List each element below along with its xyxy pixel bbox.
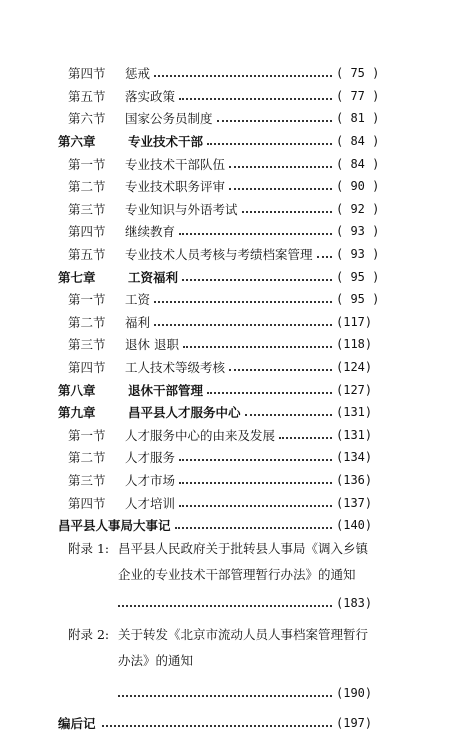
entry-title: 专业技术干部	[128, 134, 204, 150]
section-number: 第二节	[68, 314, 106, 330]
section-number: 第四节	[68, 224, 106, 240]
section-number: 第一节	[68, 156, 106, 172]
section-number: 第六节	[68, 111, 106, 127]
toc-entry	[0, 514, 450, 537]
entry-title: 工人技术等级考核	[125, 360, 226, 376]
entry-title: 国家公务员制度	[125, 111, 213, 127]
page-number: ( 92 )	[336, 201, 380, 216]
section-number: 第三节	[68, 337, 106, 353]
chapter-number: 第七章	[58, 269, 96, 285]
page-number: (140)	[336, 518, 373, 533]
page-number: (136)	[336, 472, 373, 487]
page-number: (131)	[336, 427, 373, 442]
entry-title: 工资福利	[128, 269, 179, 285]
appendix-label: 附录 2:	[68, 626, 110, 642]
section-number: 第三节	[68, 201, 106, 217]
page-number: (134)	[336, 450, 373, 465]
section-entry	[0, 220, 450, 243]
appendix-label: 附录 1:	[68, 540, 110, 556]
page-number: (190)	[336, 685, 373, 700]
page-number: ( 84 )	[336, 156, 380, 171]
section-entry	[0, 424, 450, 447]
page-number: (127)	[336, 382, 373, 397]
chapter-entry	[0, 130, 450, 153]
section-number: 第四节	[68, 360, 106, 376]
entry-title: 专业知识与外语考试	[125, 201, 238, 217]
section-number: 第五节	[68, 247, 106, 263]
page-number: ( 84 )	[336, 134, 380, 149]
afterword-entry	[0, 712, 450, 735]
dot-leader	[229, 166, 332, 168]
section-number: 第一节	[68, 292, 106, 308]
section-entry	[0, 62, 450, 85]
dot-leader	[179, 505, 332, 507]
entry-title: 昌平县人事局大事记	[58, 518, 171, 534]
dot-leader	[118, 695, 332, 697]
section-entry	[0, 85, 450, 108]
entry-title: 编后记	[58, 716, 96, 732]
section-entry	[0, 175, 450, 198]
section-entry	[0, 356, 450, 379]
appendix-title-line1: 关于转发《北京市流动人员人事档案管理暂行	[118, 626, 369, 642]
section-number: 第一节	[68, 427, 106, 443]
dot-leader	[229, 188, 332, 190]
section-number: 第四节	[68, 66, 106, 82]
page-number: (197)	[336, 716, 373, 731]
dot-leader	[175, 527, 332, 529]
section-entry	[0, 107, 450, 130]
section-entry	[0, 491, 450, 514]
entry-title: 专业技术干部队伍	[125, 156, 226, 172]
dot-leader	[217, 120, 332, 122]
page-number: (118)	[336, 337, 373, 352]
section-number: 第五节	[68, 88, 106, 104]
entry-title: 人才服务中心的由来及发展	[125, 427, 276, 443]
page-number: (131)	[336, 405, 373, 420]
entry-title: 退休 退职	[125, 337, 179, 353]
dot-leader	[179, 459, 332, 461]
dot-leader	[207, 392, 332, 394]
dot-leader	[179, 482, 332, 484]
appendix-title-line1: 昌平县人民政府关于批转县人事局《调入乡镇	[118, 540, 369, 556]
dot-leader	[118, 605, 332, 607]
dot-leader	[242, 211, 332, 213]
page-number: ( 81 )	[336, 111, 380, 126]
entry-title: 退休干部管理	[128, 382, 204, 398]
appendix-2	[0, 622, 450, 704]
entry-title: 落实政策	[125, 88, 176, 104]
entry-title: 福利	[125, 314, 151, 330]
dot-leader	[183, 346, 332, 348]
dot-leader	[154, 301, 332, 303]
page-number: (183)	[336, 595, 373, 610]
section-number: 第二节	[68, 179, 106, 195]
page-number: ( 77 )	[336, 88, 380, 103]
page-number: ( 93 )	[336, 224, 380, 239]
page-number: ( 75 )	[336, 66, 380, 81]
section-entry	[0, 288, 450, 311]
section-entry	[0, 152, 450, 175]
dot-leader	[245, 414, 332, 416]
page-number: ( 95 )	[336, 269, 380, 284]
section-number: 第二节	[68, 450, 106, 466]
chapter-entry	[0, 378, 450, 401]
page-number: ( 90 )	[336, 179, 380, 194]
chapter-number: 第六章	[58, 134, 96, 150]
entry-title: 人才服务	[125, 450, 176, 466]
entry-title: 专业技术人员考核与考绩档案管理	[125, 247, 313, 263]
dot-leader	[154, 324, 332, 326]
section-number: 第四节	[68, 495, 106, 511]
chapter-number: 第九章	[58, 405, 96, 421]
dot-leader	[317, 256, 332, 258]
dot-leader	[182, 279, 332, 281]
section-entry	[0, 243, 450, 266]
section-entry	[0, 333, 450, 356]
page-number: ( 95 )	[336, 292, 380, 307]
chapter-number: 第八章	[58, 382, 96, 398]
page-number: ( 93 )	[336, 247, 380, 262]
chapter-entry	[0, 401, 450, 424]
dot-leader	[154, 75, 332, 77]
section-entry	[0, 198, 450, 221]
dot-leader	[179, 233, 332, 235]
entry-title: 人才市场	[125, 472, 176, 488]
section-entry	[0, 446, 450, 469]
page-number: (124)	[336, 360, 373, 375]
entry-title: 继续教育	[125, 224, 176, 240]
appendix-title-line2: 办法》的通知	[118, 653, 194, 669]
dot-leader	[179, 98, 332, 100]
dot-leader	[102, 725, 332, 727]
section-entry	[0, 469, 450, 492]
section-entry	[0, 311, 450, 334]
entry-title: 工资	[125, 292, 151, 308]
appendix-title-line2: 企业的专业技术干部管理暂行办法》的通知	[118, 567, 356, 583]
page-number: (117)	[336, 314, 373, 329]
section-number: 第三节	[68, 472, 106, 488]
dot-leader	[207, 143, 332, 145]
dot-leader	[279, 437, 332, 439]
table-of-contents	[0, 62, 450, 735]
entry-title: 惩戒	[125, 66, 151, 82]
entry-title: 人才培训	[125, 495, 176, 511]
entry-title: 昌平县人才服务中心	[128, 405, 241, 421]
dot-leader	[229, 369, 332, 371]
entry-title: 专业技术职务评审	[125, 179, 226, 195]
chapter-entry	[0, 265, 450, 288]
page-number: (137)	[336, 495, 373, 510]
appendix-1	[0, 536, 450, 614]
